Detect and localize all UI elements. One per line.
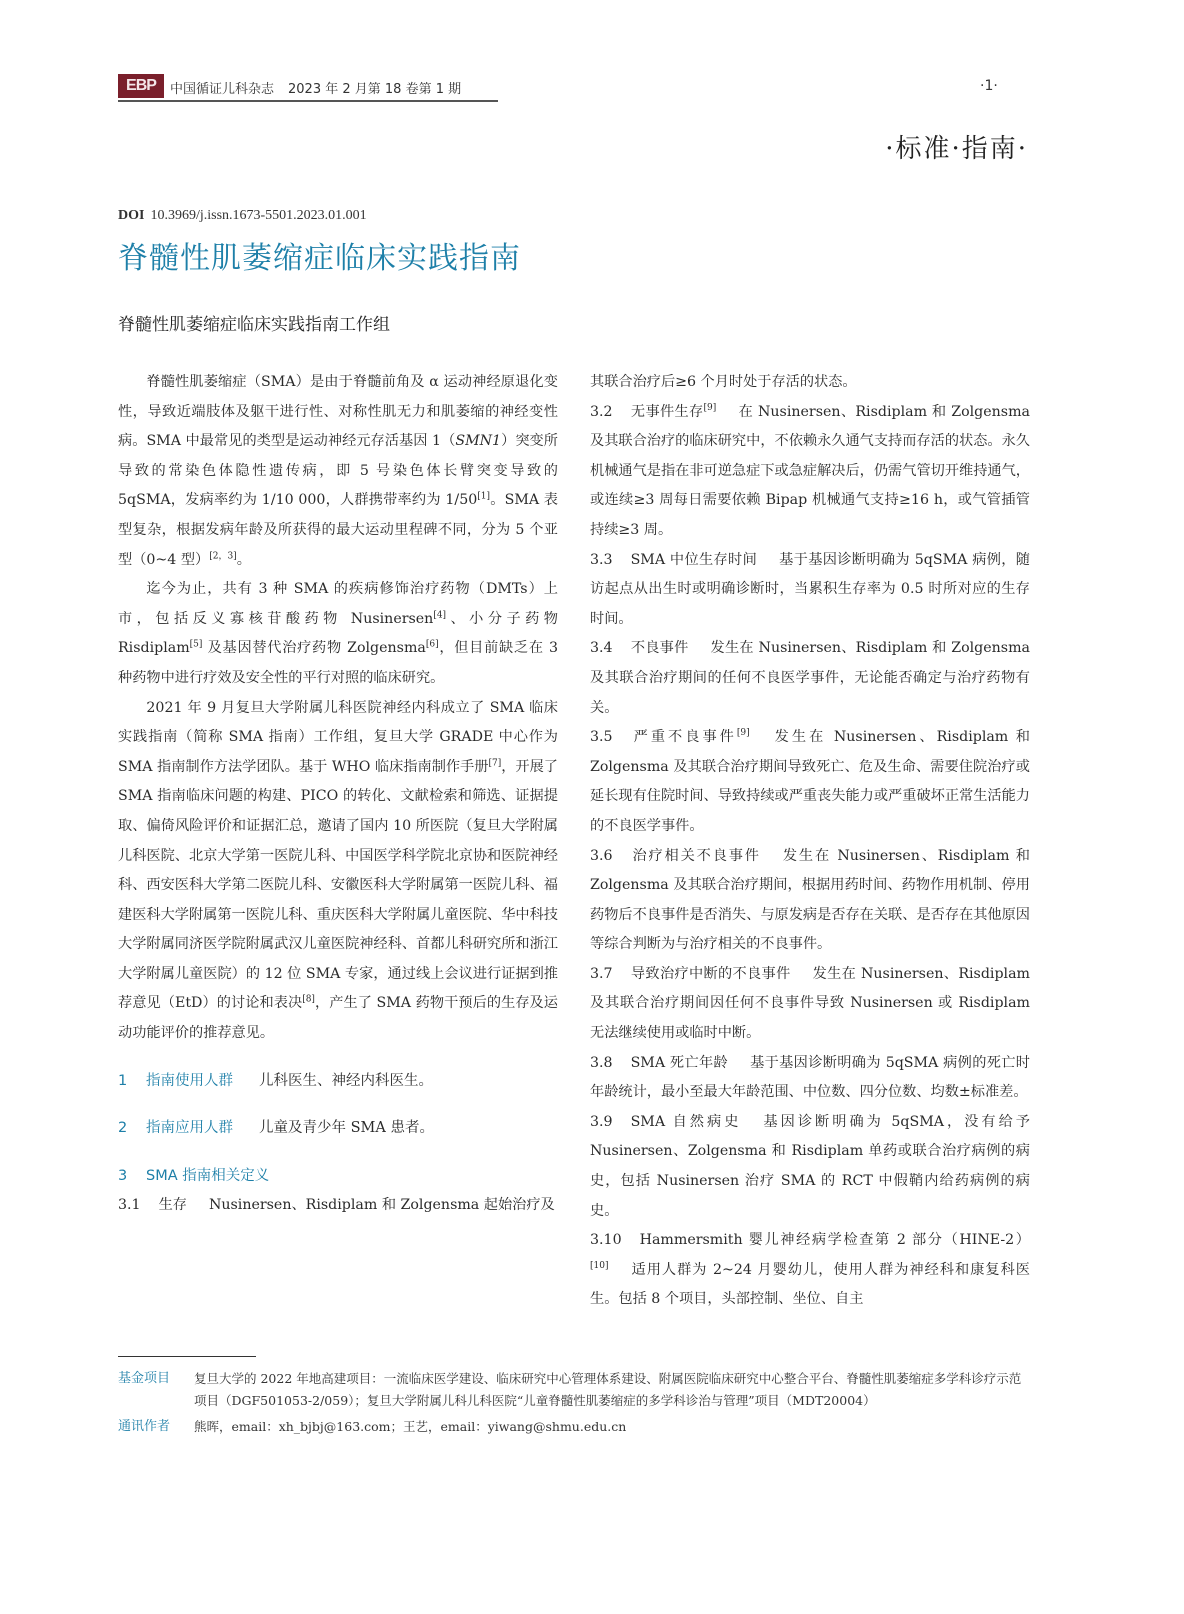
definition-body: 基于基因诊断明确为 5qSMA 病例，随访起点从出生时或明确诊断时，当累积生存率为 0.5 时所对应的生存时间。 bbox=[590, 551, 1030, 627]
definition-item bbox=[590, 1108, 1030, 1226]
text: ，产生了 SMA 药物干预后的生存及运动功能评价的推荐意见。 bbox=[118, 995, 558, 1042]
citation[interactable]: [2，3] bbox=[209, 550, 237, 561]
definition-body: Nusinersen、Risdiplam 和 Zolgensma 起始治疗及 bbox=[208, 1197, 555, 1214]
section-heading bbox=[118, 1162, 558, 1192]
footnote-rule bbox=[118, 1356, 256, 1357]
text: ）突变所导致的常染色体隐性遗传病，即 5 号染色体长臂突变导致的 5qSMA，发病率约为 1/10 000，人群携带率约为 1/50 bbox=[118, 433, 558, 509]
paragraph-intro bbox=[118, 368, 558, 575]
definition-item bbox=[590, 634, 1030, 723]
footnotes bbox=[118, 1368, 1030, 1438]
definition-item bbox=[590, 1226, 1030, 1315]
funding-label: 基金项目 bbox=[118, 1371, 171, 1386]
section-title: 指南使用人群 bbox=[146, 1072, 233, 1089]
journal-info bbox=[170, 78, 475, 97]
funding-text: 复旦大学的 2022 年地高建项目：一流临床医学建设、临床研究中心管理体系建设、附属医院临床研究中心整合平台、脊髓性肌萎缩症多学科诊疗示范项目（DGF501053-2/059）；复旦大学附属儿科儿科医院“儿童脊髓性肌萎缩症的多学科诊治与管理”项目（MDT20004） bbox=[194, 1371, 1022, 1408]
journal-name: 中国循证儿科杂志 bbox=[170, 82, 275, 97]
text: ，但目前缺乏在 3 种药物中进行疗效及安全性的平行对照的临床研究。 bbox=[118, 640, 558, 686]
continued-text: 其联合治疗后≥6 个月时处于存活的状态。 bbox=[590, 374, 857, 390]
section-body: 儿科医生、神经内科医生。 bbox=[259, 1072, 433, 1089]
definition-body: 基于基因诊断明确为 5qSMA 病例的死亡时年龄统计，最小至最大年龄范围、中位数、四分位数、均数±标准差。 bbox=[590, 1054, 1030, 1101]
citation[interactable]: [8] bbox=[302, 994, 315, 1005]
text: 。SMA 表型复杂，根据发病年龄及所获得的最大运动里程碑不同，分为 5 个亚型（0~4 型） bbox=[118, 492, 558, 568]
definition-title: 无事件生存 bbox=[630, 403, 704, 420]
definition-number: 3.3 bbox=[590, 551, 613, 568]
section-heading bbox=[118, 1067, 558, 1097]
definition-body: 基因诊断明确为 5qSMA，没有给予 Nusinersen、Zolgensma 和 Risdiplam 单药或联合治疗病例的病史，包括 Nusinersen 治疗 SMA 的 RCT 中假鞘内给药病例的病史。 bbox=[590, 1113, 1030, 1219]
definition-body: 发生在 Nusinersen、Risdiplam 及其联合治疗期间因任何不良事件导致 Nusinersen 或 Risdiplam 无法继续使用或临时中断。 bbox=[590, 965, 1030, 1042]
definition-number: 3.5 bbox=[590, 729, 613, 746]
definition-body: 发生在 Nusinersen、Risdiplam 和 Zolgensma 及其联合治疗期间，根据用药时间、药物作用机制、停用药物后不良事件是否消失、与原发病是否存在关联、是否存在其他原因等综合判断为与治疗相关的不良事件。 bbox=[590, 847, 1030, 953]
corresponding-note bbox=[118, 1416, 1030, 1438]
issue-info: 2023 年 2 月第 18 卷第 1 期 bbox=[288, 82, 462, 97]
section-label: ·标准·指南· bbox=[885, 134, 1028, 164]
paragraph-dmts bbox=[118, 575, 558, 693]
definition-title: SMA 自然病史 bbox=[630, 1113, 742, 1130]
article-title: 脊髓性肌萎缩症临床实践指南 bbox=[118, 241, 521, 276]
section-number: 1 bbox=[118, 1072, 128, 1089]
definition-body: 发生在 Nusinersen、Risdiplam 和 Zolgensma 及其联合治疗期间的任何不良医学事件，无论能否确定与治疗药物有关。 bbox=[590, 640, 1030, 716]
definition-item bbox=[590, 1049, 1030, 1108]
definition-title: 治疗相关不良事件 bbox=[630, 847, 761, 864]
section-number: 3 bbox=[118, 1167, 128, 1184]
definition-item bbox=[590, 842, 1030, 960]
definition-title: SMA 中位生存时间 bbox=[630, 551, 758, 568]
definition-title: Hammersmith 婴儿神经病学检查第 2 部分（HINE-2） bbox=[639, 1232, 1030, 1249]
article-author: 脊髓性肌萎缩症临床实践指南工作组 bbox=[118, 315, 390, 335]
running-header bbox=[118, 70, 498, 100]
definition-number: 3.4 bbox=[590, 640, 613, 657]
doi-value[interactable]: 10.3969/j.issn.1673-5501.2023.01.001 bbox=[150, 208, 367, 223]
definition-item bbox=[590, 398, 1030, 546]
text: 、小分子药物 Risdiplam bbox=[118, 610, 558, 657]
text: 。 bbox=[236, 551, 251, 568]
gene-name: SMN1 bbox=[455, 433, 502, 450]
definition-number: 3.8 bbox=[590, 1054, 613, 1071]
citation[interactable]: [9] bbox=[736, 728, 750, 739]
section-heading bbox=[118, 1114, 558, 1144]
definition-body: 在 Nusinersen、Risdiplam 和 Zolgensma 及其联合治疗的临床研究中，不依赖永久通气支持而存活的状态。永久机械通气是指在非可逆急症下或急症解决后，仍需气管切开维持通气，或连续≥3 周每日需要依赖 Bipap 机械通气支持≥16 h，或气管插管持续≥3 周。 bbox=[590, 403, 1030, 538]
definition-title: 不良事件 bbox=[630, 640, 689, 657]
citation[interactable]: [10] bbox=[590, 1261, 609, 1272]
right-column bbox=[590, 368, 1030, 1315]
text: 迄今为止，共有 3 种 SMA 的疾病修饰治疗药物（DMTs）上市，包括反义寡核苷酸药物 Nusinersen bbox=[118, 581, 558, 627]
section-title: 指南应用人群 bbox=[146, 1120, 233, 1137]
section-number: 2 bbox=[118, 1120, 128, 1137]
definition-body: 适用人群为 2~24 月婴幼儿，使用人群为神经科和康复科医生。包括 8 个项目，头部控制、坐位、自主 bbox=[590, 1261, 1030, 1308]
text: 及基因替代治疗药物 Zolgensma bbox=[202, 640, 426, 657]
definition-number: 3.1 bbox=[118, 1197, 141, 1214]
definition-number: 3.7 bbox=[590, 965, 613, 982]
definition-number: 3.9 bbox=[590, 1113, 613, 1130]
page-number: ·1· bbox=[980, 78, 998, 94]
journal-logo: EBP bbox=[118, 74, 164, 98]
citation[interactable]: [9] bbox=[703, 402, 717, 413]
citation[interactable]: [1] bbox=[477, 491, 491, 502]
header-rule bbox=[118, 100, 498, 102]
section-title: SMA 指南相关定义 bbox=[146, 1167, 270, 1184]
citation[interactable]: [5] bbox=[189, 639, 203, 650]
definition-title: SMA 死亡年龄 bbox=[630, 1054, 729, 1071]
left-column bbox=[118, 368, 558, 1221]
corresponding-label: 通讯作者 bbox=[118, 1419, 171, 1434]
text: 2021 年 9 月复旦大学附属儿科医院神经内科成立了 SMA 临床实践指南（简称 SMA 指南）工作组，复旦大学 GRADE 中心作为 SMA 指南制作方法学团队。基于 WHO 临床指南制作手册 bbox=[118, 699, 558, 775]
definition-number: 3.6 bbox=[590, 847, 613, 864]
text: 脊髓性肌萎缩症（SMA）是由于脊髓前角及 α 运动神经原退化变性，导致近端肢体及躯干进行性、对称性肌无力和肌萎缩的神经变性病。SMA 中最常见的类型是运动神经元存活基因 1（ bbox=[118, 374, 558, 450]
definition-body: 发生在 Nusinersen、Risdiplam 和 Zolgensma 及其联合治疗期间导致死亡、危及生命、需要住院治疗或延长现有住院时间、导致持续或严重丧失能力或严重破坏正常生活能力的不良医学事件。 bbox=[590, 729, 1030, 834]
section-body: 儿童及青少年 SMA 患者。 bbox=[259, 1120, 434, 1137]
definition-title: 生存 bbox=[158, 1197, 187, 1214]
text: ，开展了 SMA 指南临床问题的构建、PICO 的转化、文献检索和筛选、证据提取、偏倚风险评价和证据汇总，邀请了国内 10 所医院（复旦大学附属儿科医院、北京大学第一医院儿科、中国医学科学院北京协和医院神经科、西安医科大学第二医院儿科、安徽医科大学附属第一医院儿科、福建医科大学附属第一医院儿科、重庆医科大学附属儿童医院、华中科技大学附属同济医学院附属武汉儿童医院神经科、首都儿科研究所和浙江大学附属儿童医院）的 12 位 SMA 专家，通过线上会议进行证据到推荐意见（EtD）的讨论和表决 bbox=[118, 758, 558, 1012]
paragraph-working-group bbox=[118, 694, 558, 1049]
doi-line bbox=[118, 208, 367, 224]
funding-note bbox=[118, 1368, 1030, 1412]
definition-number: 3.2 bbox=[590, 403, 613, 420]
definition-title: 严重不良事件 bbox=[630, 729, 737, 746]
citation[interactable]: [7] bbox=[488, 757, 502, 768]
definition-title: 导致治疗中断的不良事件 bbox=[630, 965, 791, 982]
citation[interactable]: [6] bbox=[425, 639, 439, 650]
definition-3-1 bbox=[118, 1191, 558, 1221]
definition-item bbox=[590, 960, 1030, 1049]
definition-number: 3.10 bbox=[590, 1232, 622, 1249]
citation[interactable]: [4] bbox=[433, 610, 447, 621]
definition-item bbox=[590, 723, 1030, 841]
doi-label: DOI bbox=[118, 208, 145, 223]
definition-item bbox=[590, 546, 1030, 635]
corresponding-text[interactable]: 熊晖，email：xh_bjbj@163.com；王艺，email：yiwang@shmu.edu.cn bbox=[194, 1419, 627, 1434]
